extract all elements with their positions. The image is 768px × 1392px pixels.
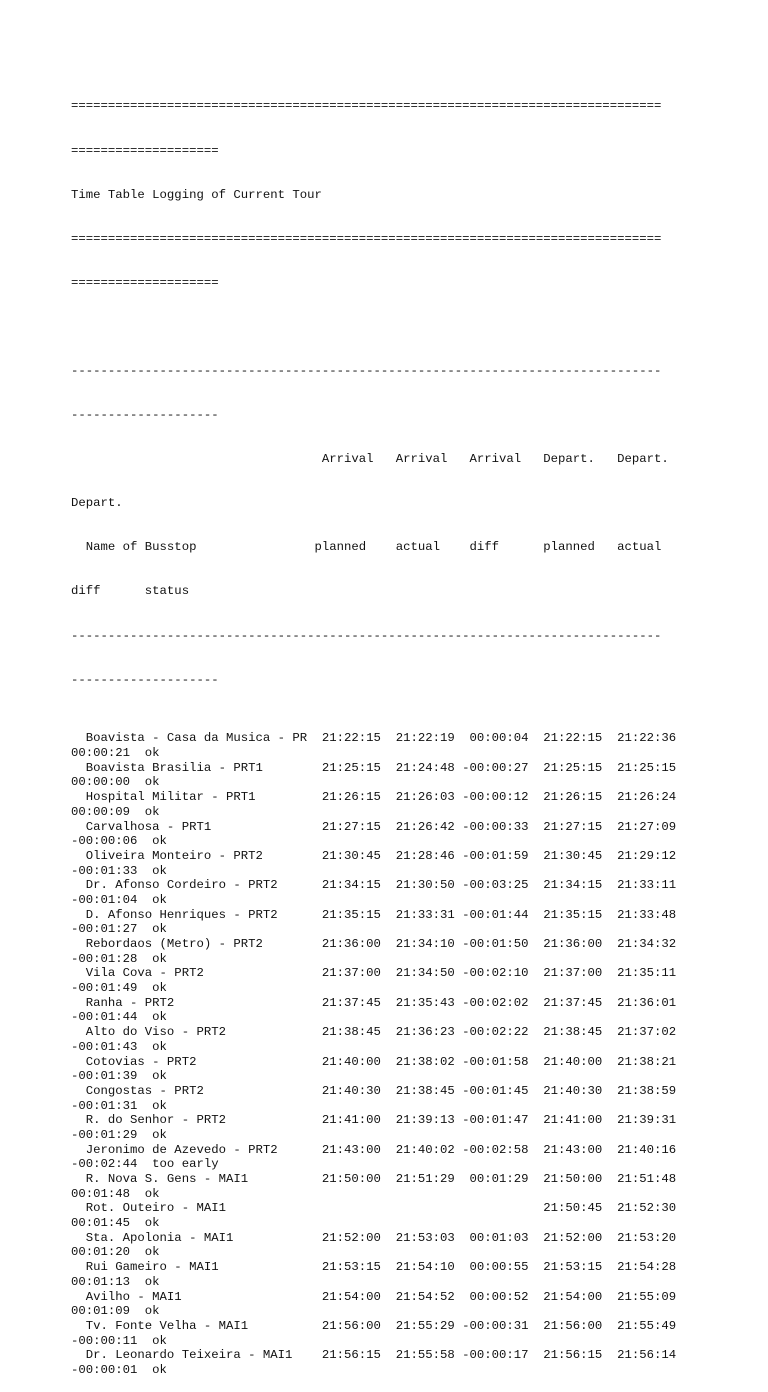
table-row bbox=[71, 1084, 761, 1113]
column-header-line-1: Arrival Arrival Arrival Depart. Depart. bbox=[71, 452, 669, 467]
row-depart-diff-status: -00:00:01 ok bbox=[71, 1362, 167, 1377]
row-stop-times: Jeronimo de Azevedo - PRT2 21:43:00 21:40:02 -00:02:58 21:43:00 21:40:16 bbox=[71, 1142, 677, 1157]
row-stop-times: R. Nova S. Gens - MAI1 21:50:00 21:51:29 00:01:29 21:50:00 21:51:48 bbox=[71, 1172, 677, 1187]
row-stop-times: Ranha - PRT2 21:37:45 21:35:43 -00:02:02 21:37:45 21:36:01 bbox=[71, 995, 677, 1010]
table-body bbox=[71, 731, 761, 1377]
row-depart-diff-status: -00:01:49 ok bbox=[71, 981, 167, 996]
table-row bbox=[71, 1319, 761, 1348]
row-depart-diff-status: -00:01:44 ok bbox=[71, 1010, 167, 1025]
column-header-line-1-wrap: Depart. bbox=[71, 496, 123, 511]
row-depart-diff-status: -00:02:44 too early bbox=[71, 1157, 219, 1172]
row-depart-diff-status: -00:01:31 ok bbox=[71, 1098, 167, 1113]
row-depart-diff-status: 00:01:09 ok bbox=[71, 1304, 160, 1319]
row-depart-diff-status: 00:01:45 ok bbox=[71, 1216, 160, 1231]
row-depart-diff-status: 00:00:00 ok bbox=[71, 775, 160, 790]
blank-line bbox=[71, 320, 761, 335]
table-row bbox=[71, 849, 761, 878]
row-depart-diff-status: -00:00:06 ok bbox=[71, 834, 167, 849]
row-depart-diff-status: 00:01:13 ok bbox=[71, 1274, 160, 1289]
table-row bbox=[71, 1143, 761, 1172]
title-rule-top-wrap: ==================== bbox=[71, 143, 219, 158]
title-rule-bottom-wrap: ==================== bbox=[71, 275, 219, 290]
table-row bbox=[71, 1025, 761, 1054]
row-stop-times: Rot. Outeiro - MAI1 21:50:45 21:52:30 bbox=[71, 1201, 677, 1216]
row-depart-diff-status: -00:01:39 ok bbox=[71, 1069, 167, 1084]
table-row bbox=[71, 937, 761, 966]
table-row bbox=[71, 1201, 761, 1230]
table-row bbox=[71, 820, 761, 849]
row-stop-times: Boavista - Casa da Musica - PR 21:22:15 21:22:19 00:00:04 21:22:15 21:22:36 bbox=[71, 731, 677, 746]
row-depart-diff-status: 00:01:20 ok bbox=[71, 1245, 160, 1260]
row-stop-times: Vila Cova - PRT2 21:37:00 21:34:50 -00:02:10 21:37:00 21:35:11 bbox=[71, 966, 677, 981]
table-rule-bottom-wrap: -------------------- bbox=[71, 672, 219, 687]
row-depart-diff-status: -00:01:33 ok bbox=[71, 863, 167, 878]
table-row bbox=[71, 731, 761, 760]
table-row bbox=[71, 1172, 761, 1201]
row-stop-times: D. Afonso Henriques - PRT2 21:35:15 21:33:31 -00:01:44 21:35:15 21:33:48 bbox=[71, 907, 677, 922]
log-document bbox=[71, 70, 761, 1392]
row-stop-times: Hospital Militar - PRT1 21:26:15 21:26:03 -00:00:12 21:26:15 21:26:24 bbox=[71, 790, 677, 805]
table-row bbox=[71, 1290, 761, 1319]
title-rule-top: ================================================================================ bbox=[71, 99, 662, 114]
table-row bbox=[71, 1260, 761, 1289]
row-depart-diff-status: -00:01:28 ok bbox=[71, 951, 167, 966]
row-stop-times: Dr. Afonso Cordeiro - PRT2 21:34:15 21:30:50 -00:03:25 21:34:15 21:33:11 bbox=[71, 878, 677, 893]
column-header-line-2-wrap: diff status bbox=[71, 584, 190, 599]
row-stop-times: R. do Senhor - PRT2 21:41:00 21:39:13 -00:01:47 21:41:00 21:39:31 bbox=[71, 1113, 677, 1128]
row-depart-diff-status: -00:01:29 ok bbox=[71, 1127, 167, 1142]
row-stop-times: Cotovias - PRT2 21:40:00 21:38:02 -00:01:58 21:40:00 21:38:21 bbox=[71, 1054, 677, 1069]
row-stop-times: Alto do Viso - PRT2 21:38:45 21:36:23 -00:02:22 21:38:45 21:37:02 bbox=[71, 1025, 677, 1040]
row-depart-diff-status: 00:01:48 ok bbox=[71, 1186, 160, 1201]
title-rule-bottom: ================================================================================ bbox=[71, 231, 662, 246]
table-row bbox=[71, 1055, 761, 1084]
table-row bbox=[71, 1113, 761, 1142]
row-depart-diff-status: -00:01:04 ok bbox=[71, 892, 167, 907]
row-depart-diff-status: -00:00:11 ok bbox=[71, 1333, 167, 1348]
row-stop-times: Congostas - PRT2 21:40:30 21:38:45 -00:01:45 21:40:30 21:38:59 bbox=[71, 1083, 677, 1098]
row-stop-times: Avilho - MAI1 21:54:00 21:54:52 00:00:52 21:54:00 21:55:09 bbox=[71, 1289, 677, 1304]
row-stop-times: Dr. Leonardo Teixeira - MAI1 21:56:15 21:55:58 -00:00:17 21:56:15 21:56:14 bbox=[71, 1348, 677, 1363]
table-rule-bottom: -------------------------------------------------------------------------------- bbox=[71, 628, 662, 643]
row-stop-times: Oliveira Monteiro - PRT2 21:30:45 21:28:46 -00:01:59 21:30:45 21:29:12 bbox=[71, 848, 677, 863]
row-stop-times: Rui Gameiro - MAI1 21:53:15 21:54:10 00:00:55 21:53:15 21:54:28 bbox=[71, 1260, 677, 1275]
row-stop-times: Rebordaos (Metro) - PRT2 21:36:00 21:34:10 -00:01:50 21:36:00 21:34:32 bbox=[71, 937, 677, 952]
column-header-line-2: Name of Busstop planned actual diff planned actual bbox=[71, 540, 662, 555]
row-depart-diff-status: -00:01:27 ok bbox=[71, 922, 167, 937]
table-row bbox=[71, 966, 761, 995]
table-rule-top: -------------------------------------------------------------------------------- bbox=[71, 363, 662, 378]
row-stop-times: Carvalhosa - PRT1 21:27:15 21:26:42 -00:00:33 21:27:15 21:27:09 bbox=[71, 819, 677, 834]
row-depart-diff-status: -00:01:43 ok bbox=[71, 1039, 167, 1054]
table-row bbox=[71, 996, 761, 1025]
row-stop-times: Tv. Fonte Velha - MAI1 21:56:00 21:55:29 -00:00:31 21:56:00 21:55:49 bbox=[71, 1318, 677, 1333]
table-rule-top-wrap: -------------------- bbox=[71, 408, 219, 423]
table-row bbox=[71, 1348, 761, 1377]
table-row bbox=[71, 908, 761, 937]
row-stop-times: Sta. Apolonia - MAI1 21:52:00 21:53:03 00:01:03 21:52:00 21:53:20 bbox=[71, 1230, 677, 1245]
row-depart-diff-status: 00:00:21 ok bbox=[71, 746, 160, 761]
table-row bbox=[71, 761, 761, 790]
row-stop-times: Boavista Brasilia - PRT1 21:25:15 21:24:48 -00:00:27 21:25:15 21:25:15 bbox=[71, 760, 677, 775]
row-depart-diff-status: 00:00:09 ok bbox=[71, 804, 160, 819]
table-row bbox=[71, 790, 761, 819]
document-title: Time Table Logging of Current Tour bbox=[71, 187, 322, 202]
table-row bbox=[71, 1231, 761, 1260]
table-row bbox=[71, 878, 761, 907]
